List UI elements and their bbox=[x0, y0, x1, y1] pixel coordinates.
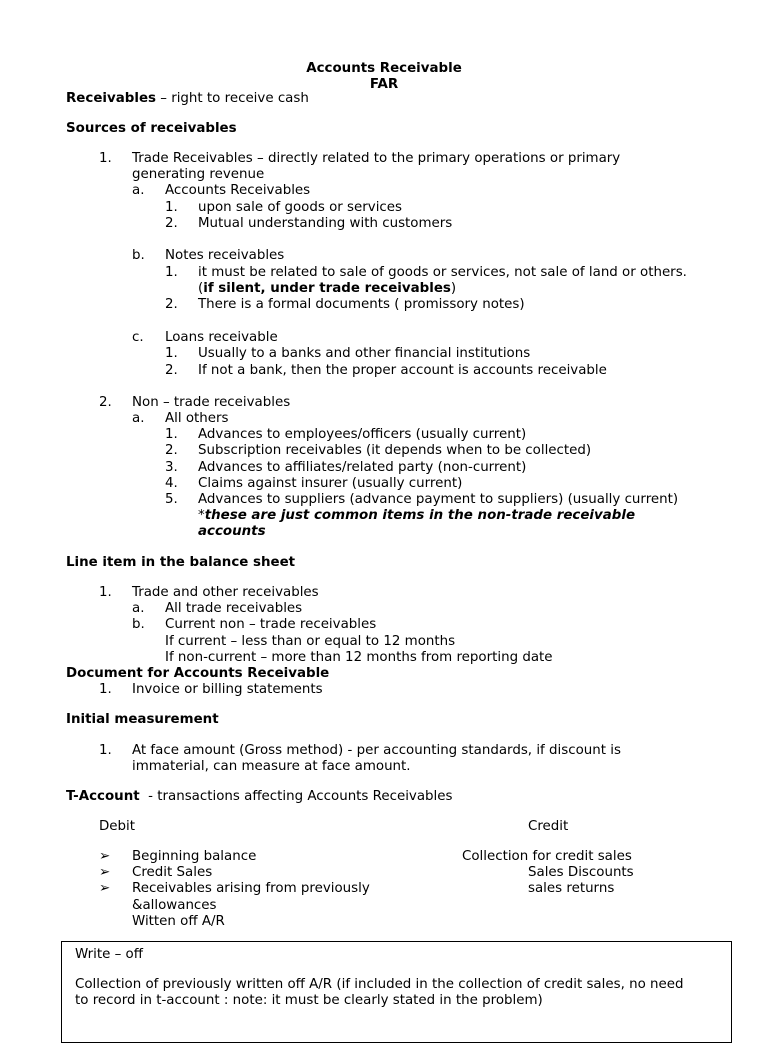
initial-number: 1. bbox=[99, 743, 112, 758]
debit-item: Beginning balance bbox=[132, 849, 257, 864]
loans-item-num: 2. bbox=[165, 363, 178, 378]
debit-item: Receivables arising from previously bbox=[132, 881, 370, 896]
nontrade-note-line2: accounts bbox=[198, 524, 266, 539]
accounts-letter: a. bbox=[132, 183, 145, 198]
trade-line2: generating revenue bbox=[132, 167, 265, 182]
accounts-item: Mutual understanding with customers bbox=[198, 216, 453, 231]
intro-definition: – right to receive cash bbox=[156, 91, 309, 106]
notes-item1-line2 bbox=[198, 281, 456, 297]
credit-item: &allowances bbox=[132, 898, 217, 913]
line-item-number: 1. bbox=[99, 585, 112, 600]
line-item-a-letter: a. bbox=[132, 601, 145, 616]
debit-item-continued: Witten off A/R bbox=[132, 914, 225, 929]
line-item-b-noncurrent: If non-current – more than 12 months from reporting date bbox=[165, 650, 553, 665]
document-number: 1. bbox=[99, 682, 112, 697]
nontrade-number: 2. bbox=[99, 395, 112, 410]
credit-item: Sales Discounts bbox=[528, 865, 634, 880]
nontrade-item-num: 2. bbox=[165, 443, 178, 458]
notes-item1-bold: if silent, under trade receivables bbox=[203, 281, 451, 296]
page-title: Accounts Receivable bbox=[306, 61, 462, 76]
t-account-heading: T-Account bbox=[66, 789, 140, 804]
write-off-line2: to record in t-account : note: it must be clearly stated in the problem) bbox=[75, 993, 543, 1008]
intro-line bbox=[66, 91, 309, 107]
page-subtitle: FAR bbox=[369, 77, 399, 92]
credit-label: Credit bbox=[528, 819, 569, 834]
initial-line1: At face amount (Gross method) - per accounting standards, if discount is bbox=[132, 743, 621, 758]
credit-item: Collection for credit sales bbox=[462, 849, 632, 864]
nontrade-note-star: * bbox=[198, 508, 205, 523]
nontrade-note-text: these are just common items in the non-trade receivable bbox=[204, 508, 636, 523]
nontrade-item-num: 4. bbox=[165, 476, 178, 491]
t-account-description: - transactions affecting Accounts Receivables bbox=[139, 789, 453, 804]
initial-heading: Initial measurement bbox=[66, 712, 219, 727]
line-item-a: All trade receivables bbox=[165, 601, 303, 616]
accounts-item-num: 1. bbox=[165, 200, 178, 215]
intro-term: Receivables bbox=[66, 91, 156, 106]
loans-label: Loans receivable bbox=[165, 330, 278, 345]
line-item-b: Current non – trade receivables bbox=[165, 617, 377, 632]
bullet-icon: ➢ bbox=[99, 881, 111, 896]
debit-item: Credit Sales bbox=[132, 865, 213, 880]
loans-letter: c. bbox=[132, 330, 144, 345]
credit-item: sales returns bbox=[528, 881, 615, 896]
notes-item-num: 2. bbox=[165, 297, 178, 312]
trade-number: 1. bbox=[99, 151, 112, 166]
line-item-heading: Line item in the balance sheet bbox=[66, 555, 296, 570]
notes-item-num: 1. bbox=[165, 265, 178, 280]
accounts-item: upon sale of goods or services bbox=[198, 200, 402, 215]
notes-item2: There is a formal documents ( promissory notes) bbox=[198, 297, 525, 312]
write-off-title: Write – off bbox=[75, 947, 143, 962]
accounts-label: Accounts Receivables bbox=[165, 183, 311, 198]
loans-item: Usually to a banks and other financial institutions bbox=[198, 346, 531, 361]
initial-line2: immaterial, can measure at face amount. bbox=[132, 759, 411, 774]
trade-line1: Trade Receivables – directly related to the primary operations or primary bbox=[132, 151, 621, 166]
bullet-icon: ➢ bbox=[99, 865, 111, 880]
bullet-icon: ➢ bbox=[99, 849, 111, 864]
nontrade-item: Claims against insurer (usually current) bbox=[198, 476, 463, 491]
line-item-label: Trade and other receivables bbox=[132, 585, 319, 600]
loans-item: If not a bank, then the proper account is accounts receivable bbox=[198, 363, 607, 378]
line-item-b-letter: b. bbox=[132, 617, 145, 632]
t-account-line bbox=[66, 789, 453, 805]
notes-letter: b. bbox=[132, 248, 145, 263]
nontrade-item: Advances to affiliates/related party (non-current) bbox=[198, 460, 527, 475]
nontrade-item: Subscription receivables (it depends when to be collected) bbox=[198, 443, 592, 458]
sources-heading: Sources of receivables bbox=[66, 121, 237, 136]
write-off-line1: Collection of previously written off A/R (if included in the collection of credit sales, no need bbox=[75, 977, 684, 992]
nontrade-item-num: 5. bbox=[165, 492, 178, 507]
nontrade-sub-label: All others bbox=[165, 411, 229, 426]
notes-item1-open: ( bbox=[198, 281, 204, 296]
accounts-item-num: 2. bbox=[165, 216, 178, 231]
nontrade-item: Advances to employees/officers (usually current) bbox=[198, 427, 527, 442]
line-item-b-current: If current – less than or equal to 12 months bbox=[165, 634, 456, 649]
document-item: Invoice or billing statements bbox=[132, 682, 323, 697]
nontrade-note-line1 bbox=[198, 508, 635, 524]
loans-item-num: 1. bbox=[165, 346, 178, 361]
nontrade-item-num: 1. bbox=[165, 427, 178, 442]
debit-label: Debit bbox=[99, 819, 136, 834]
nontrade-item-num: 3. bbox=[165, 460, 178, 475]
nontrade-item: Advances to suppliers (advance payment to suppliers) (usually current) bbox=[198, 492, 679, 507]
document-heading: Document for Accounts Receivable bbox=[66, 666, 330, 681]
notes-label: Notes receivables bbox=[165, 248, 285, 263]
notes-item1-line1: it must be related to sale of goods or services, not sale of land or others. bbox=[198, 265, 687, 280]
nontrade-letter: a. bbox=[132, 411, 145, 426]
nontrade-label: Non – trade receivables bbox=[132, 395, 291, 410]
notes-item1-close: ) bbox=[450, 281, 457, 296]
